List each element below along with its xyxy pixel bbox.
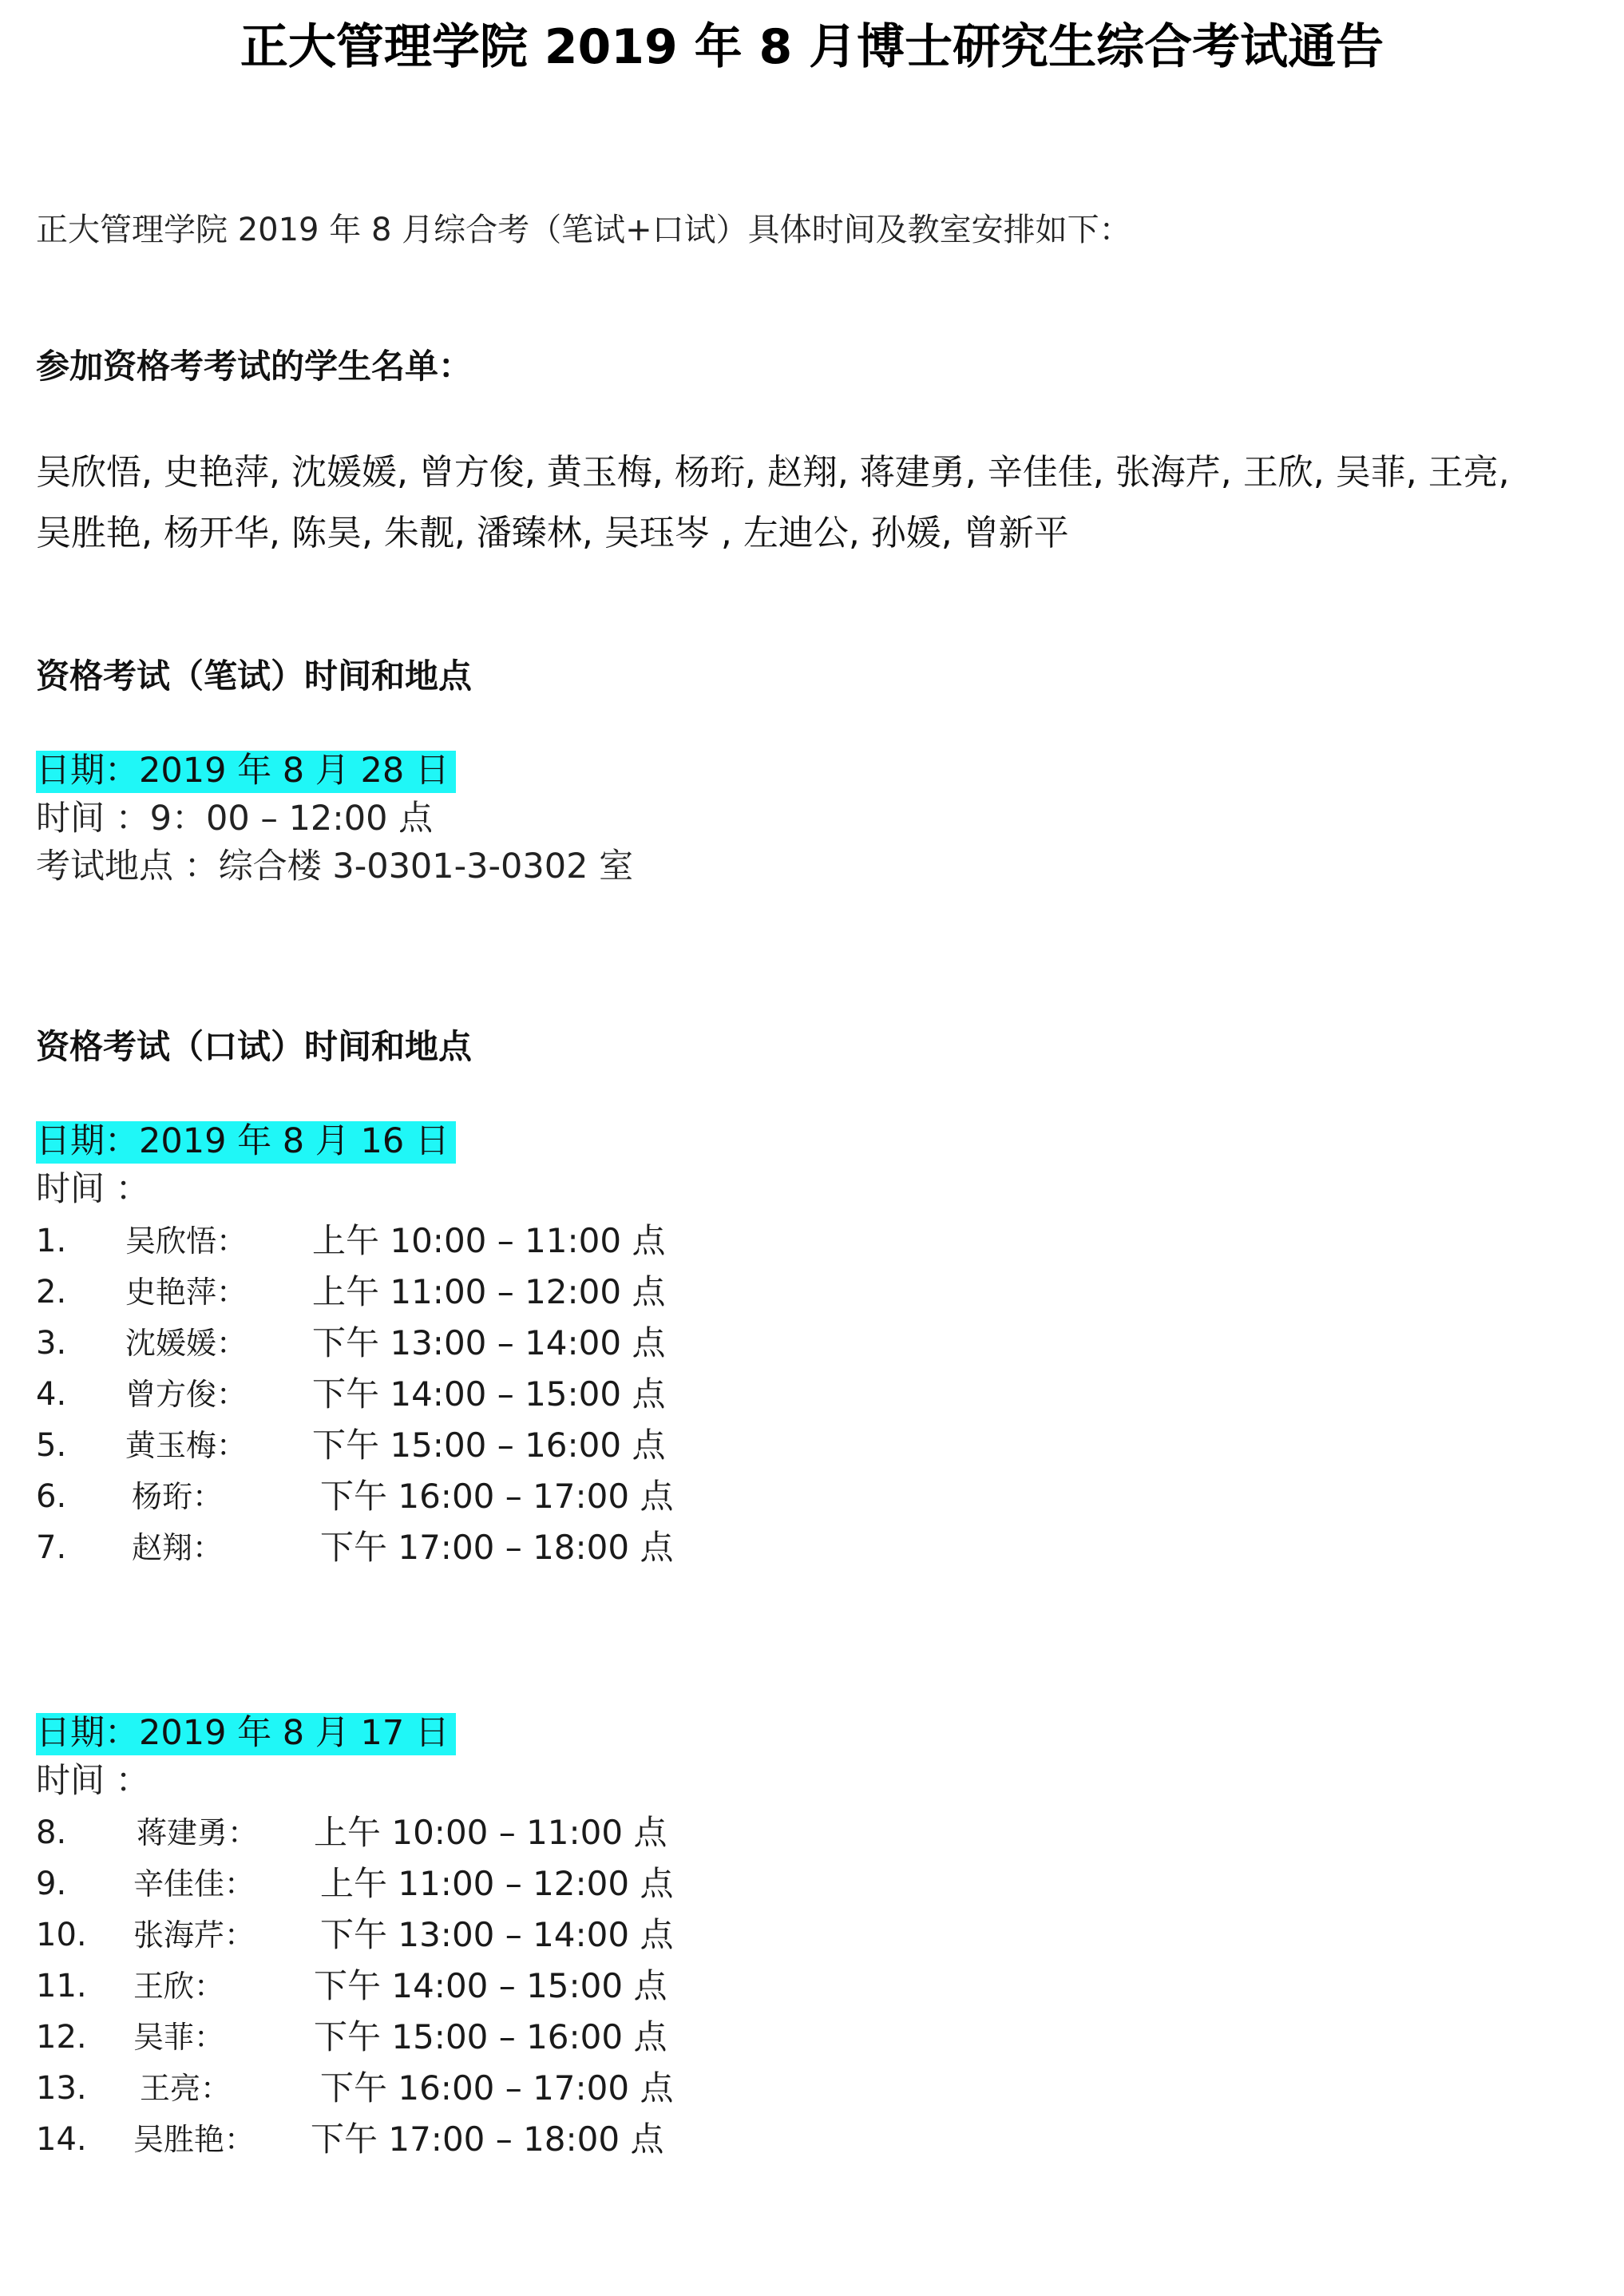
student-name: 张海芹：	[133, 1917, 255, 1953]
schedule-number: 7.	[36, 1529, 67, 1566]
written-exam-time: 时间 ：9：00 – 12:00 点	[36, 799, 434, 839]
student-name: 吴菲：	[133, 2020, 225, 2055]
schedule-number: 3.	[36, 1325, 67, 1362]
student-list-heading: 参加资格考考试的学生名单：	[36, 347, 473, 386]
oral-exam-day1-date: 日期：2019 年 8 月 16 日	[36, 1121, 456, 1164]
time-slot: 下午 17:00 – 18:00 点	[311, 2120, 664, 2159]
time-slot: 上午 10:00 – 11:00 点	[312, 1221, 666, 1260]
student-name: 蒋建勇：	[137, 1815, 259, 1850]
written-exam-heading: 资格考试（笔试）时间和地点	[36, 656, 473, 696]
time-slot: 下午 15:00 – 16:00 点	[312, 1426, 666, 1465]
schedule-number: 14.	[36, 2121, 87, 2158]
written-exam-location: 考试地点 ：综合楼 3-0301-3-0302 室	[36, 847, 634, 886]
schedule-number: 11.	[36, 1968, 87, 2005]
time-slot: 上午 11:00 – 12:00 点	[320, 1864, 674, 1903]
schedule-number: 5.	[36, 1427, 67, 1464]
time-slot: 下午 14:00 – 15:00 点	[314, 1966, 667, 2005]
schedule-number: 13.	[36, 2070, 87, 2107]
oral-exam-day2-time-label: 时间 ：	[36, 1761, 150, 1801]
schedule-number: 9.	[36, 1866, 67, 1902]
student-name: 沈媛媛：	[125, 1326, 248, 1361]
time-slot: 下午 16:00 – 17:00 点	[320, 2068, 674, 2108]
student-name: 吴胜艳：	[133, 2122, 255, 2157]
oral-exam-day1-time-label: 时间 ：	[36, 1169, 150, 1209]
schedule-number: 4.	[36, 1376, 67, 1413]
student-name: 杨珩：	[132, 1479, 224, 1514]
time-slot: 下午 13:00 – 14:00 点	[320, 1915, 674, 1954]
oral-exam-day2-date: 日期：2019 年 8 月 17 日	[36, 1713, 456, 1755]
student-name: 吴欣悟：	[125, 1223, 248, 1259]
student-name: 黄玉梅：	[125, 1428, 248, 1463]
time-slot: 下午 17:00 – 18:00 点	[320, 1528, 674, 1567]
time-slot: 下午 13:00 – 14:00 点	[312, 1323, 666, 1362]
time-slot: 下午 16:00 – 17:00 点	[320, 1477, 674, 1516]
schedule-number: 12.	[36, 2019, 87, 2056]
time-slot: 上午 11:00 – 12:00 点	[312, 1272, 666, 1311]
student-name: 赵翔：	[132, 1530, 224, 1565]
schedule-number: 6.	[36, 1478, 67, 1515]
intro-text: 正大管理学院 2019 年 8 月综合考（笔试+口试）具体时间及教室安排如下：	[36, 212, 1131, 248]
time-slot: 下午 14:00 – 15:00 点	[312, 1374, 666, 1414]
oral-exam-heading: 资格考试（口试）时间和地点	[36, 1027, 473, 1066]
time-slot: 上午 10:00 – 11:00 点	[314, 1813, 667, 1852]
schedule-number: 10.	[36, 1917, 87, 1953]
student-name: 王欣：	[133, 1969, 225, 2004]
student-names-line-2: 吴胜艳, 杨开华, 陈昊, 朱靓, 潘臻林, 吴珏岑 , 左迪公, 孙媛, 曾新平	[36, 513, 1069, 553]
schedule-number: 8.	[36, 1814, 67, 1851]
written-exam-date: 日期：2019 年 8 月 28 日	[36, 751, 456, 793]
student-name: 曾方俊：	[125, 1377, 248, 1412]
time-slot: 下午 15:00 – 16:00 点	[314, 2017, 667, 2056]
student-names-line-1: 吴欣悟, 史艳萍, 沈媛媛, 曾方俊, 黄玉梅, 杨珩, 赵翔, 蒋建勇, 辛佳佳, 张海芹, 王欣, 吴菲, 王亮,	[36, 452, 1510, 493]
schedule-number: 2.	[36, 1274, 67, 1311]
schedule-number: 1.	[36, 1223, 67, 1259]
student-name: 王亮：	[140, 2071, 232, 2106]
page-title: 正大管理学院 2019 年 8 月博士研究生综合考试通告	[240, 19, 1384, 75]
student-name: 辛佳佳：	[133, 1866, 255, 1901]
student-name: 史艳萍：	[125, 1275, 248, 1310]
